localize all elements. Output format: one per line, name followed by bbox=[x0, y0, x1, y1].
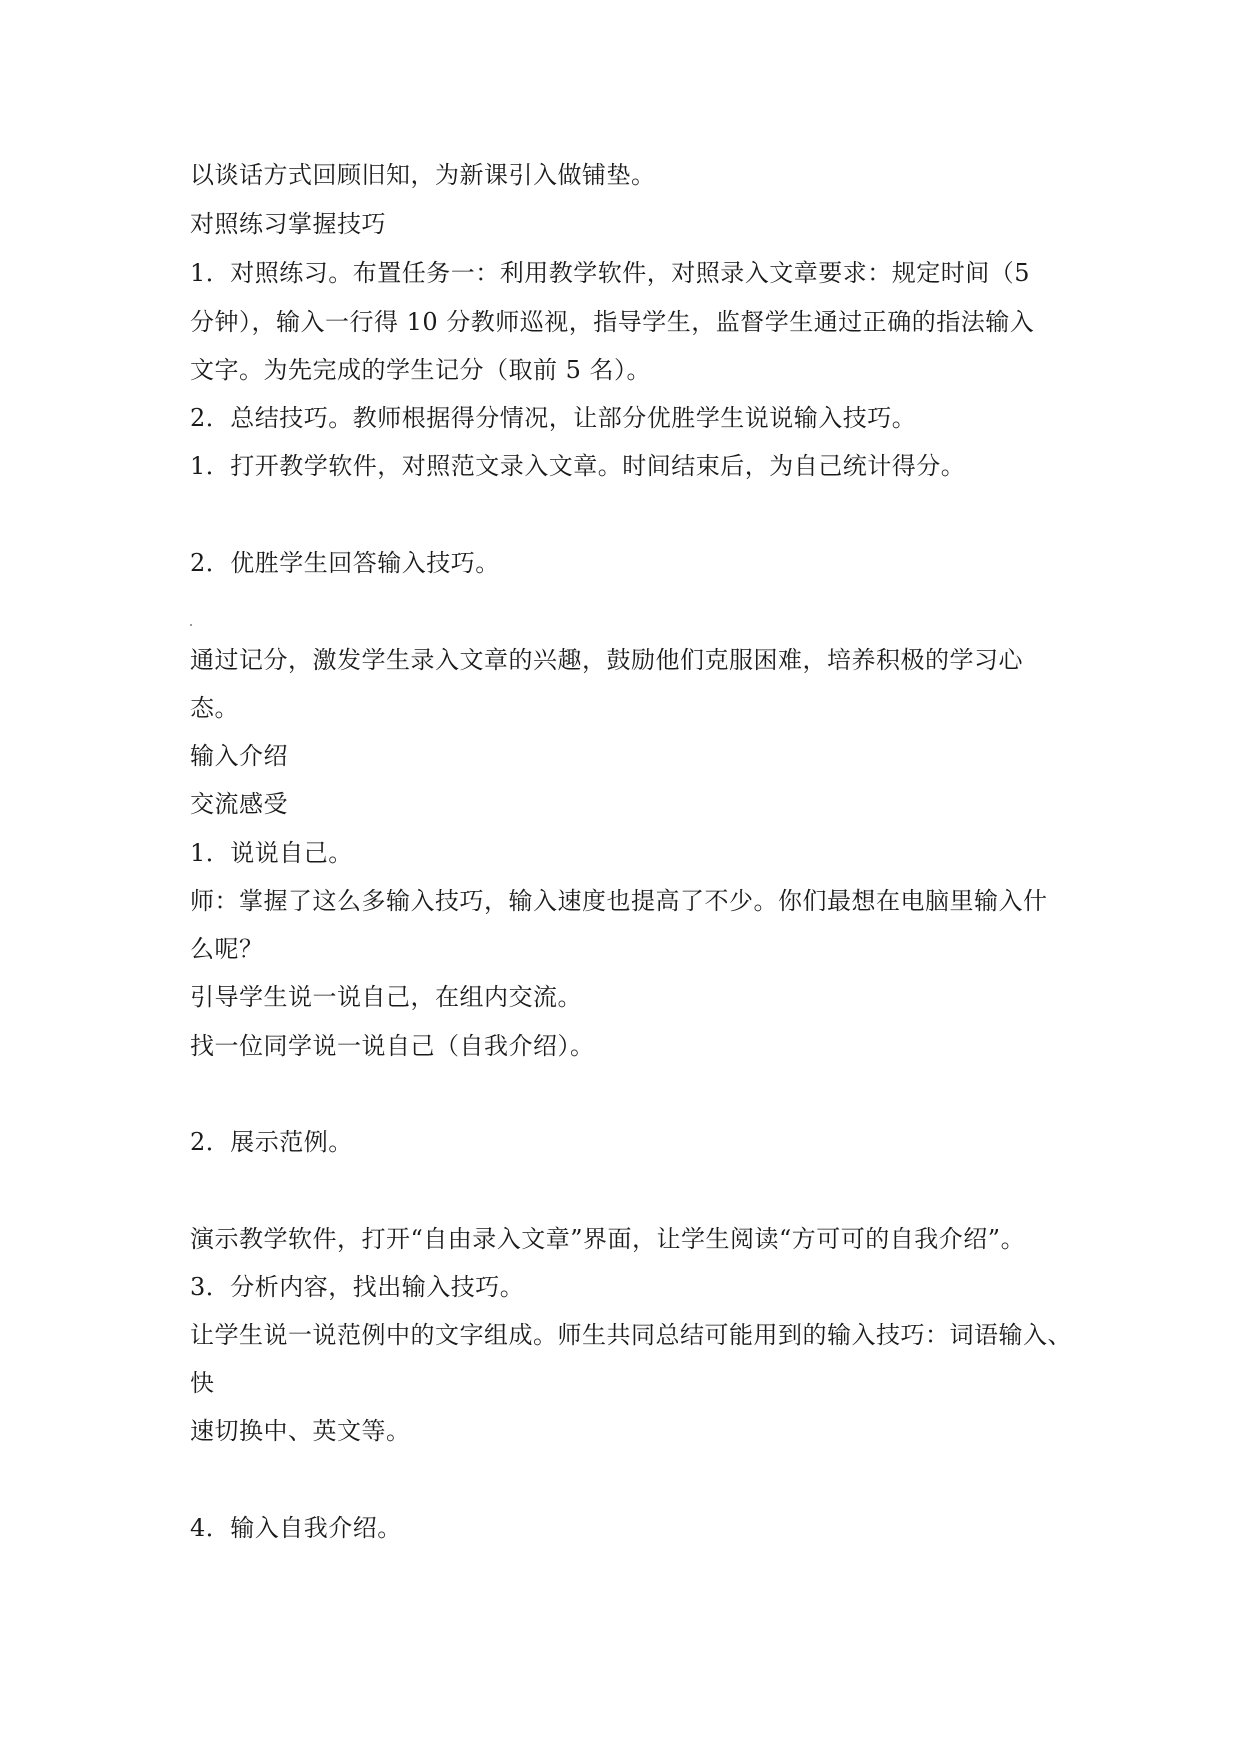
paragraph-line: 2．优胜学生回答输入技巧。 bbox=[190, 549, 500, 577]
paragraph-line: 找一位同学说一说自己（自我介绍）。 bbox=[190, 1032, 595, 1060]
stray-mark bbox=[190, 624, 192, 626]
paragraph-line: 师：掌握了这么多输入技巧，输入速度也提高了不少。你们最想在电脑里输入什 bbox=[190, 887, 1048, 915]
paragraph-line: 么呢？ bbox=[190, 935, 264, 963]
paragraph-line: 引导学生说一说自己，在组内交流。 bbox=[190, 983, 582, 1011]
paragraph-line: 以谈话方式回顾旧知，为新课引入做铺垫。 bbox=[190, 161, 656, 189]
paragraph-line: 演示教学软件，打开“自由录入文章”界面，让学生阅读“方可可的自我介绍”。 bbox=[190, 1225, 1026, 1253]
paragraph-line: 态。 bbox=[190, 694, 239, 722]
paragraph-line: 4．输入自我介绍。 bbox=[190, 1514, 402, 1542]
paragraph-line: 2．展示范例。 bbox=[190, 1128, 353, 1156]
paragraph-line: 2．总结技巧。教师根据得分情况，让部分优胜学生说说输入技巧。 bbox=[190, 404, 917, 432]
paragraph-line: 让学生说一说范例中的文字组成。师生共同总结可能用到的输入技巧：词语输入、 bbox=[190, 1321, 1072, 1349]
paragraph-line: 通过记分，激发学生录入文章的兴趣，鼓励他们克服困难，培养积极的学习心 bbox=[190, 646, 1023, 674]
paragraph-line: 文字。为先完成的学生记分（取前 5 名）。 bbox=[190, 356, 652, 384]
section-heading: 输入介绍 bbox=[190, 742, 288, 770]
paragraph-line: 1．打开教学软件，对照范文录入文章。时间结束后，为自己统计得分。 bbox=[190, 452, 966, 480]
paragraph-line: 速切换中、英文等。 bbox=[190, 1417, 411, 1445]
paragraph-line: 1．对照练习。布置任务一：利用教学软件，对照录入文章要求：规定时间（5 bbox=[190, 259, 1031, 287]
paragraph-line: 1．说说自己。 bbox=[190, 839, 353, 867]
paragraph-line: 分钟），输入一行得 10 分教师巡视，指导学生，监督学生通过正确的指法输入 bbox=[190, 308, 1035, 336]
paragraph-line: 快 bbox=[190, 1369, 215, 1397]
paragraph-line: 3．分析内容，找出输入技巧。 bbox=[190, 1273, 525, 1301]
section-heading: 交流感受 bbox=[190, 790, 288, 818]
section-heading: 对照练习掌握技巧 bbox=[190, 210, 386, 238]
